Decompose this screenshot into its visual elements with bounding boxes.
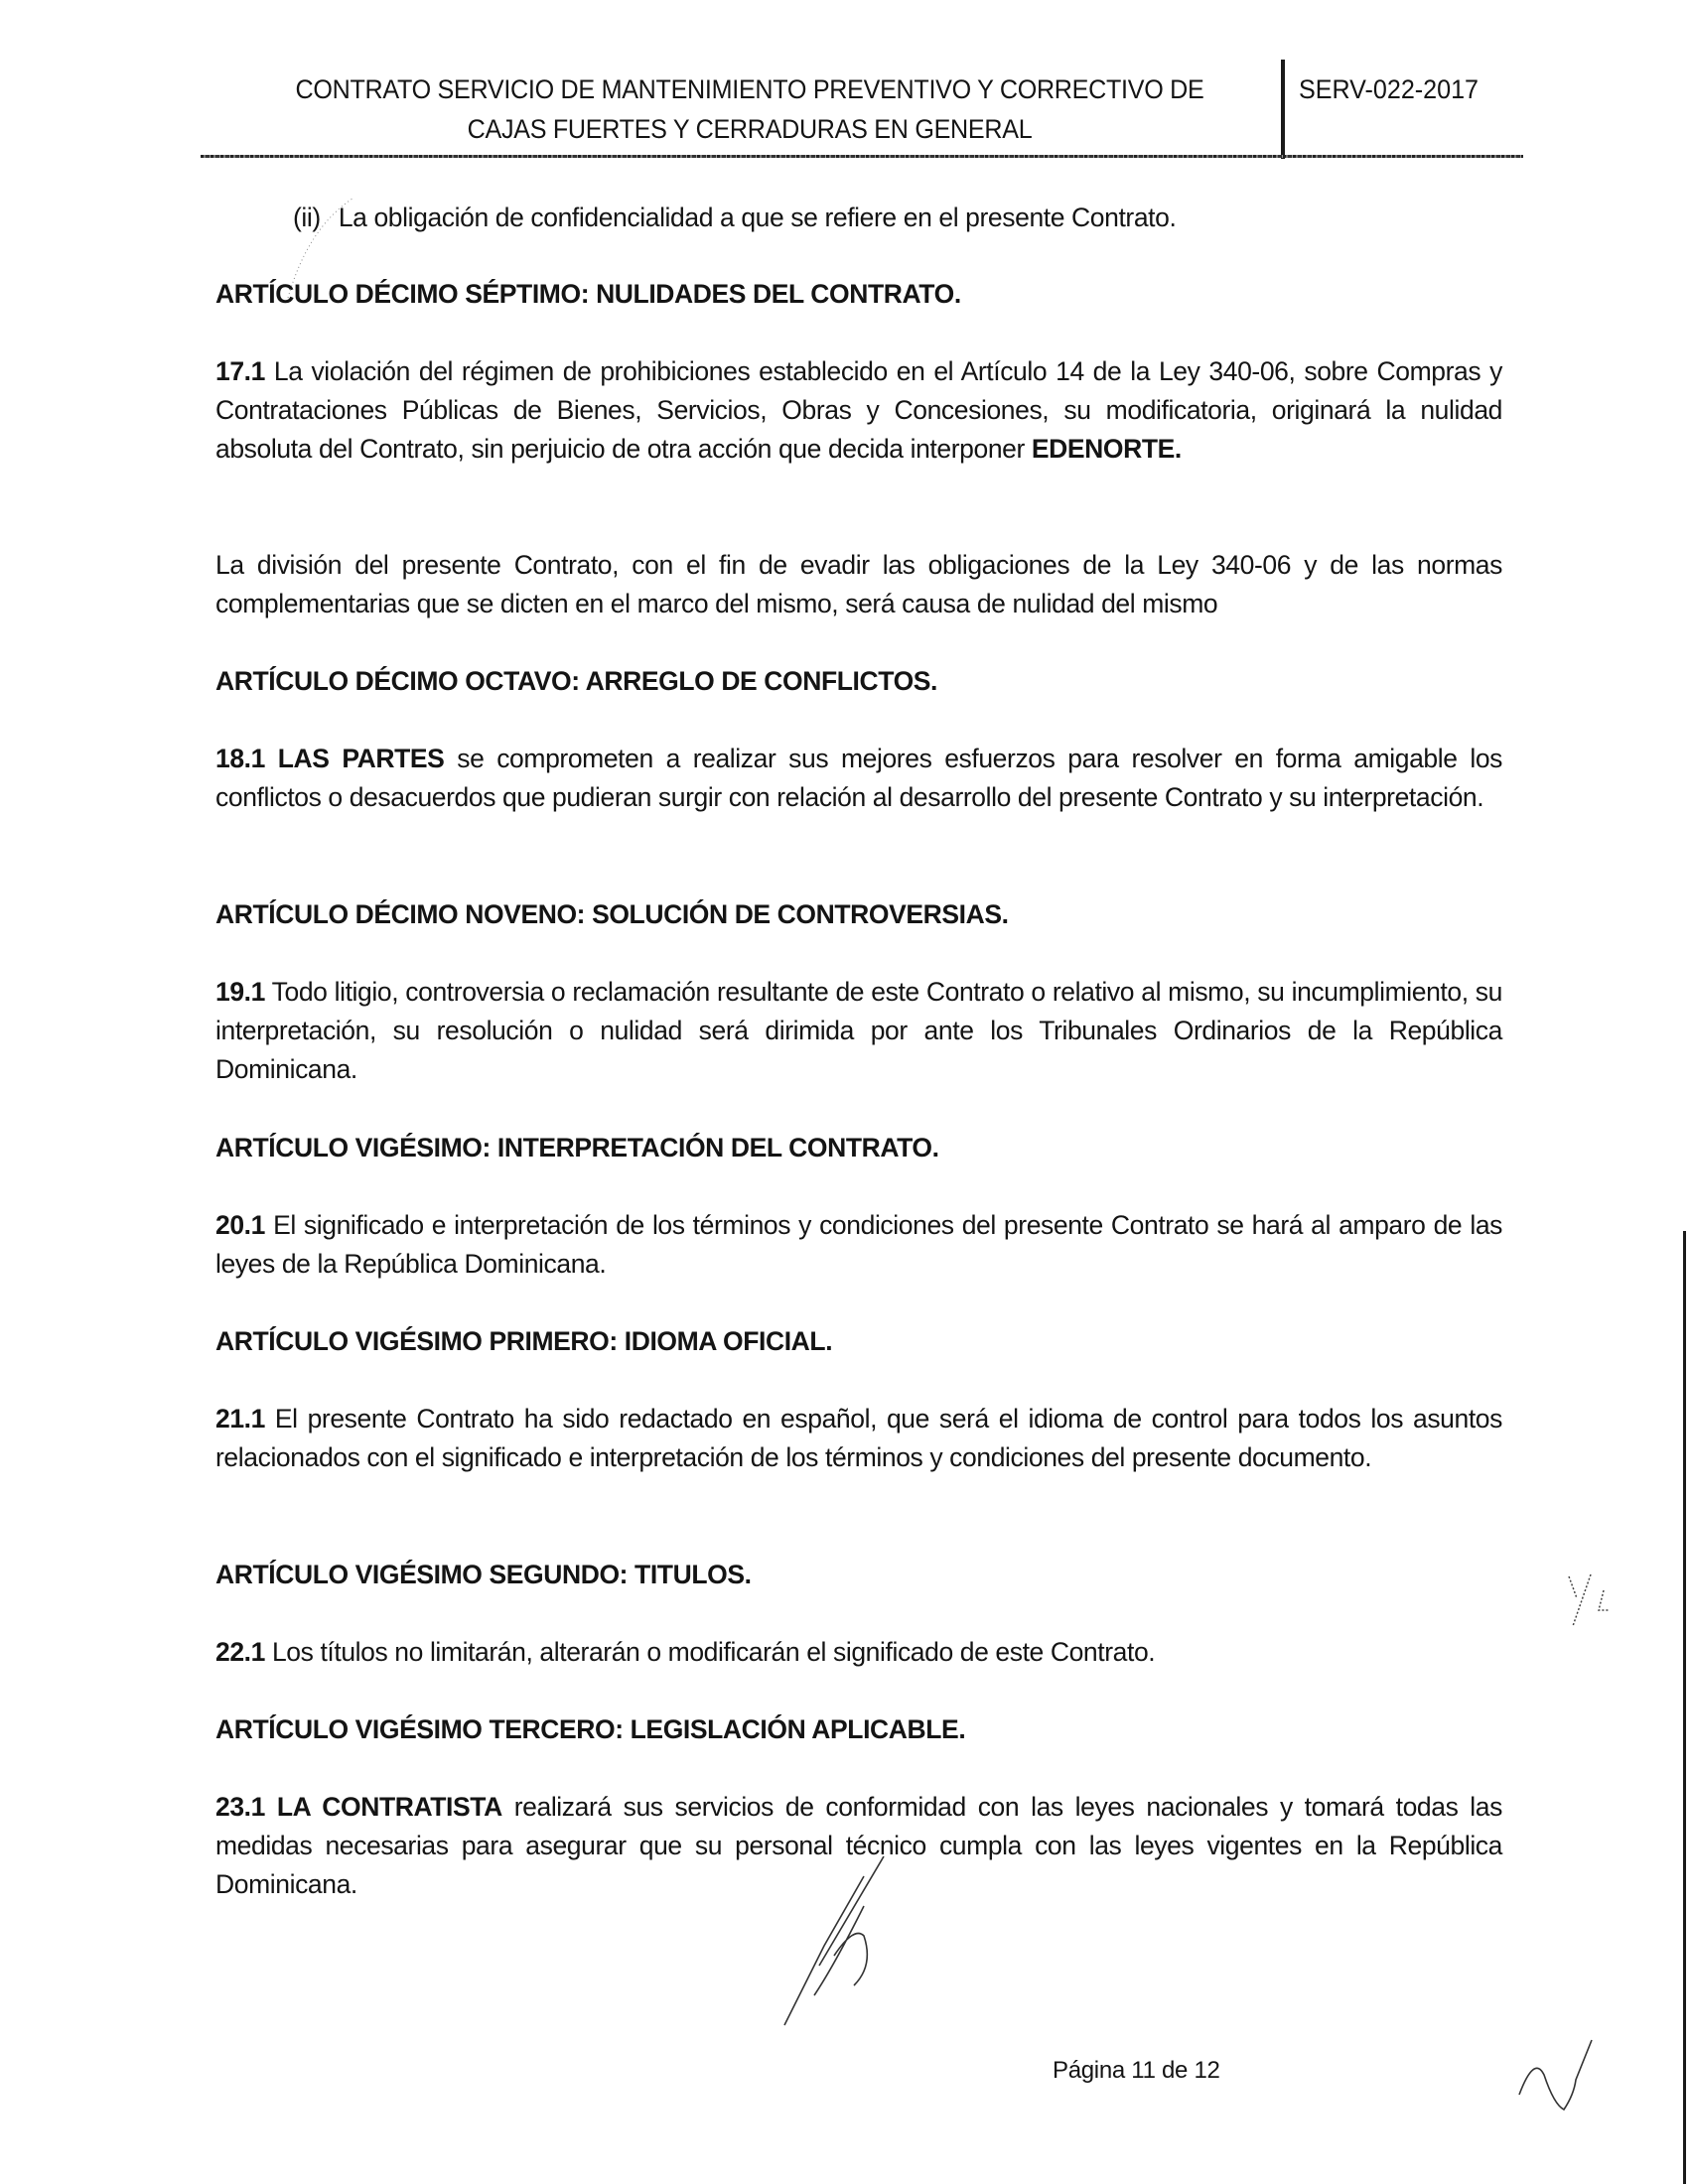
contract-code: SERV-022-2017 [1299, 74, 1480, 104]
clause-text: se comprometen a realizar sus mejores esfuerzos para resolver en forma amigable los conflictos o desacuerdos que pudieran surgir con relación al desarrollo del presente Contrato y su interpretación. [215, 744, 1503, 812]
clause-number: 20.1 [215, 1210, 265, 1240]
page-number: Página 11 de 12 [1053, 2057, 1220, 2084]
document-header-title [265, 69, 1235, 149]
clause-text: La violación del régimen de prohibiciones establecido en el Artículo 14 de la Ley 340-06, sobre Compras y Contrataciones Públicas de Bienes, Servicios, Obras y Concesiones, su modificatoria, originará la nulidad absoluta del Contrato, sin perjuicio de otra acción que decida interponer [215, 356, 1502, 464]
signature-handwritten [765, 1846, 923, 2045]
article-17-paragraph-2: La división del presente Contrato, con el fin de evadir las obligaciones de la Ley 340-06 y de las normas complementarias que se dicten en el marco del mismo, será causa de nulidad del mismo [215, 550, 1502, 618]
clause-number: 17.1 [215, 356, 265, 386]
list-item-text: La obligación de confidencialidad a que se refiere en el presente Contrato. [338, 203, 1177, 232]
article-19-paragraph-1 [215, 973, 1502, 1089]
article-21-heading: ARTÍCULO VIGÉSIMO PRIMERO: IDIOMA OFICIAL. [215, 1326, 833, 1356]
clause-text: realizará sus servicios de conformidad con las leyes nacionales y tomará todas las medidas necesarias para asegurar que su personal técnico cumpla con las leyes vigentes en la República Dominicana. [215, 1792, 1502, 1899]
header-divider [1281, 60, 1285, 159]
clause-text: El presente Contrato ha sido redactado en español, que será el idioma de control para todos los asuntos relacionados con el significado e interpretación de los términos y condiciones del presente documento. [215, 1404, 1502, 1472]
header-rule [201, 155, 1523, 158]
party-name: LA CONTRATISTA [276, 1792, 502, 1822]
article-21-paragraph-1 [215, 1400, 1502, 1477]
article-22-heading: ARTÍCULO VIGÉSIMO SEGUNDO: TITULOS. [215, 1560, 752, 1589]
article-19-heading: ARTÍCULO DÉCIMO NOVENO: SOLUCIÓN DE CONTROVERSIAS. [215, 899, 1009, 929]
clause-text: Todo litigio, controversia o reclamación resultante de este Contrato o relativo al mismo, su incumplimiento, su interpretación, su resolución o nulidad será dirimida por ante los Tribunales Ordinarios de la República Dominicana. [215, 977, 1502, 1084]
party-name: EDENORTE. [1031, 434, 1182, 464]
party-name: LAS PARTES [277, 744, 445, 773]
clause-text: El significado e interpretación de los términos y condiciones del presente Contrato se hará al amparo de las leyes de la República Dominicana. [215, 1210, 1503, 1279]
article-22-paragraph-1 [215, 1633, 1502, 1672]
article-23-heading: ARTÍCULO VIGÉSIMO TERCERO: LEGISLACIÓN APLICABLE. [215, 1714, 966, 1744]
clause-number: 19.1 [215, 977, 265, 1007]
article-17-paragraph-1 [215, 352, 1502, 469]
article-20-heading: ARTÍCULO VIGÉSIMO: INTERPRETACIÓN DEL CONTRATO. [215, 1133, 939, 1162]
clause-number: 21.1 [215, 1404, 265, 1433]
initial-mark-handwritten [1514, 2035, 1594, 2124]
clause-number: 22.1 [215, 1637, 265, 1667]
article-18-paragraph-1 [215, 740, 1502, 817]
article-20-paragraph-1 [215, 1206, 1502, 1284]
article-17-heading: ARTÍCULO DÉCIMO SÉPTIMO: NULIDADES DEL CONTRATO. [215, 279, 961, 309]
margin-initials-handwritten [1549, 1569, 1628, 1628]
clause-text: Los títulos no limitarán, alterarán o modificarán el significado de este Contrato. [271, 1637, 1156, 1667]
clause-number: 18.1 [215, 744, 265, 773]
scan-stroke-mark [278, 189, 357, 308]
scan-edge-line [1683, 1231, 1686, 2184]
list-item-ii [293, 199, 1176, 237]
header-title-line-1: CONTRATO SERVICIO DE MANTENIMIENTO PREVENTIVO Y CORRECTIVO DE [295, 74, 1204, 104]
header-title-line-2: CAJAS FUERTES Y CERRADURAS EN GENERAL [467, 114, 1033, 144]
list-item-number: (ii) [293, 203, 321, 232]
clause-number: 23.1 [215, 1792, 265, 1822]
article-18-heading: ARTÍCULO DÉCIMO OCTAVO: ARREGLO DE CONFLICTOS. [215, 666, 938, 696]
